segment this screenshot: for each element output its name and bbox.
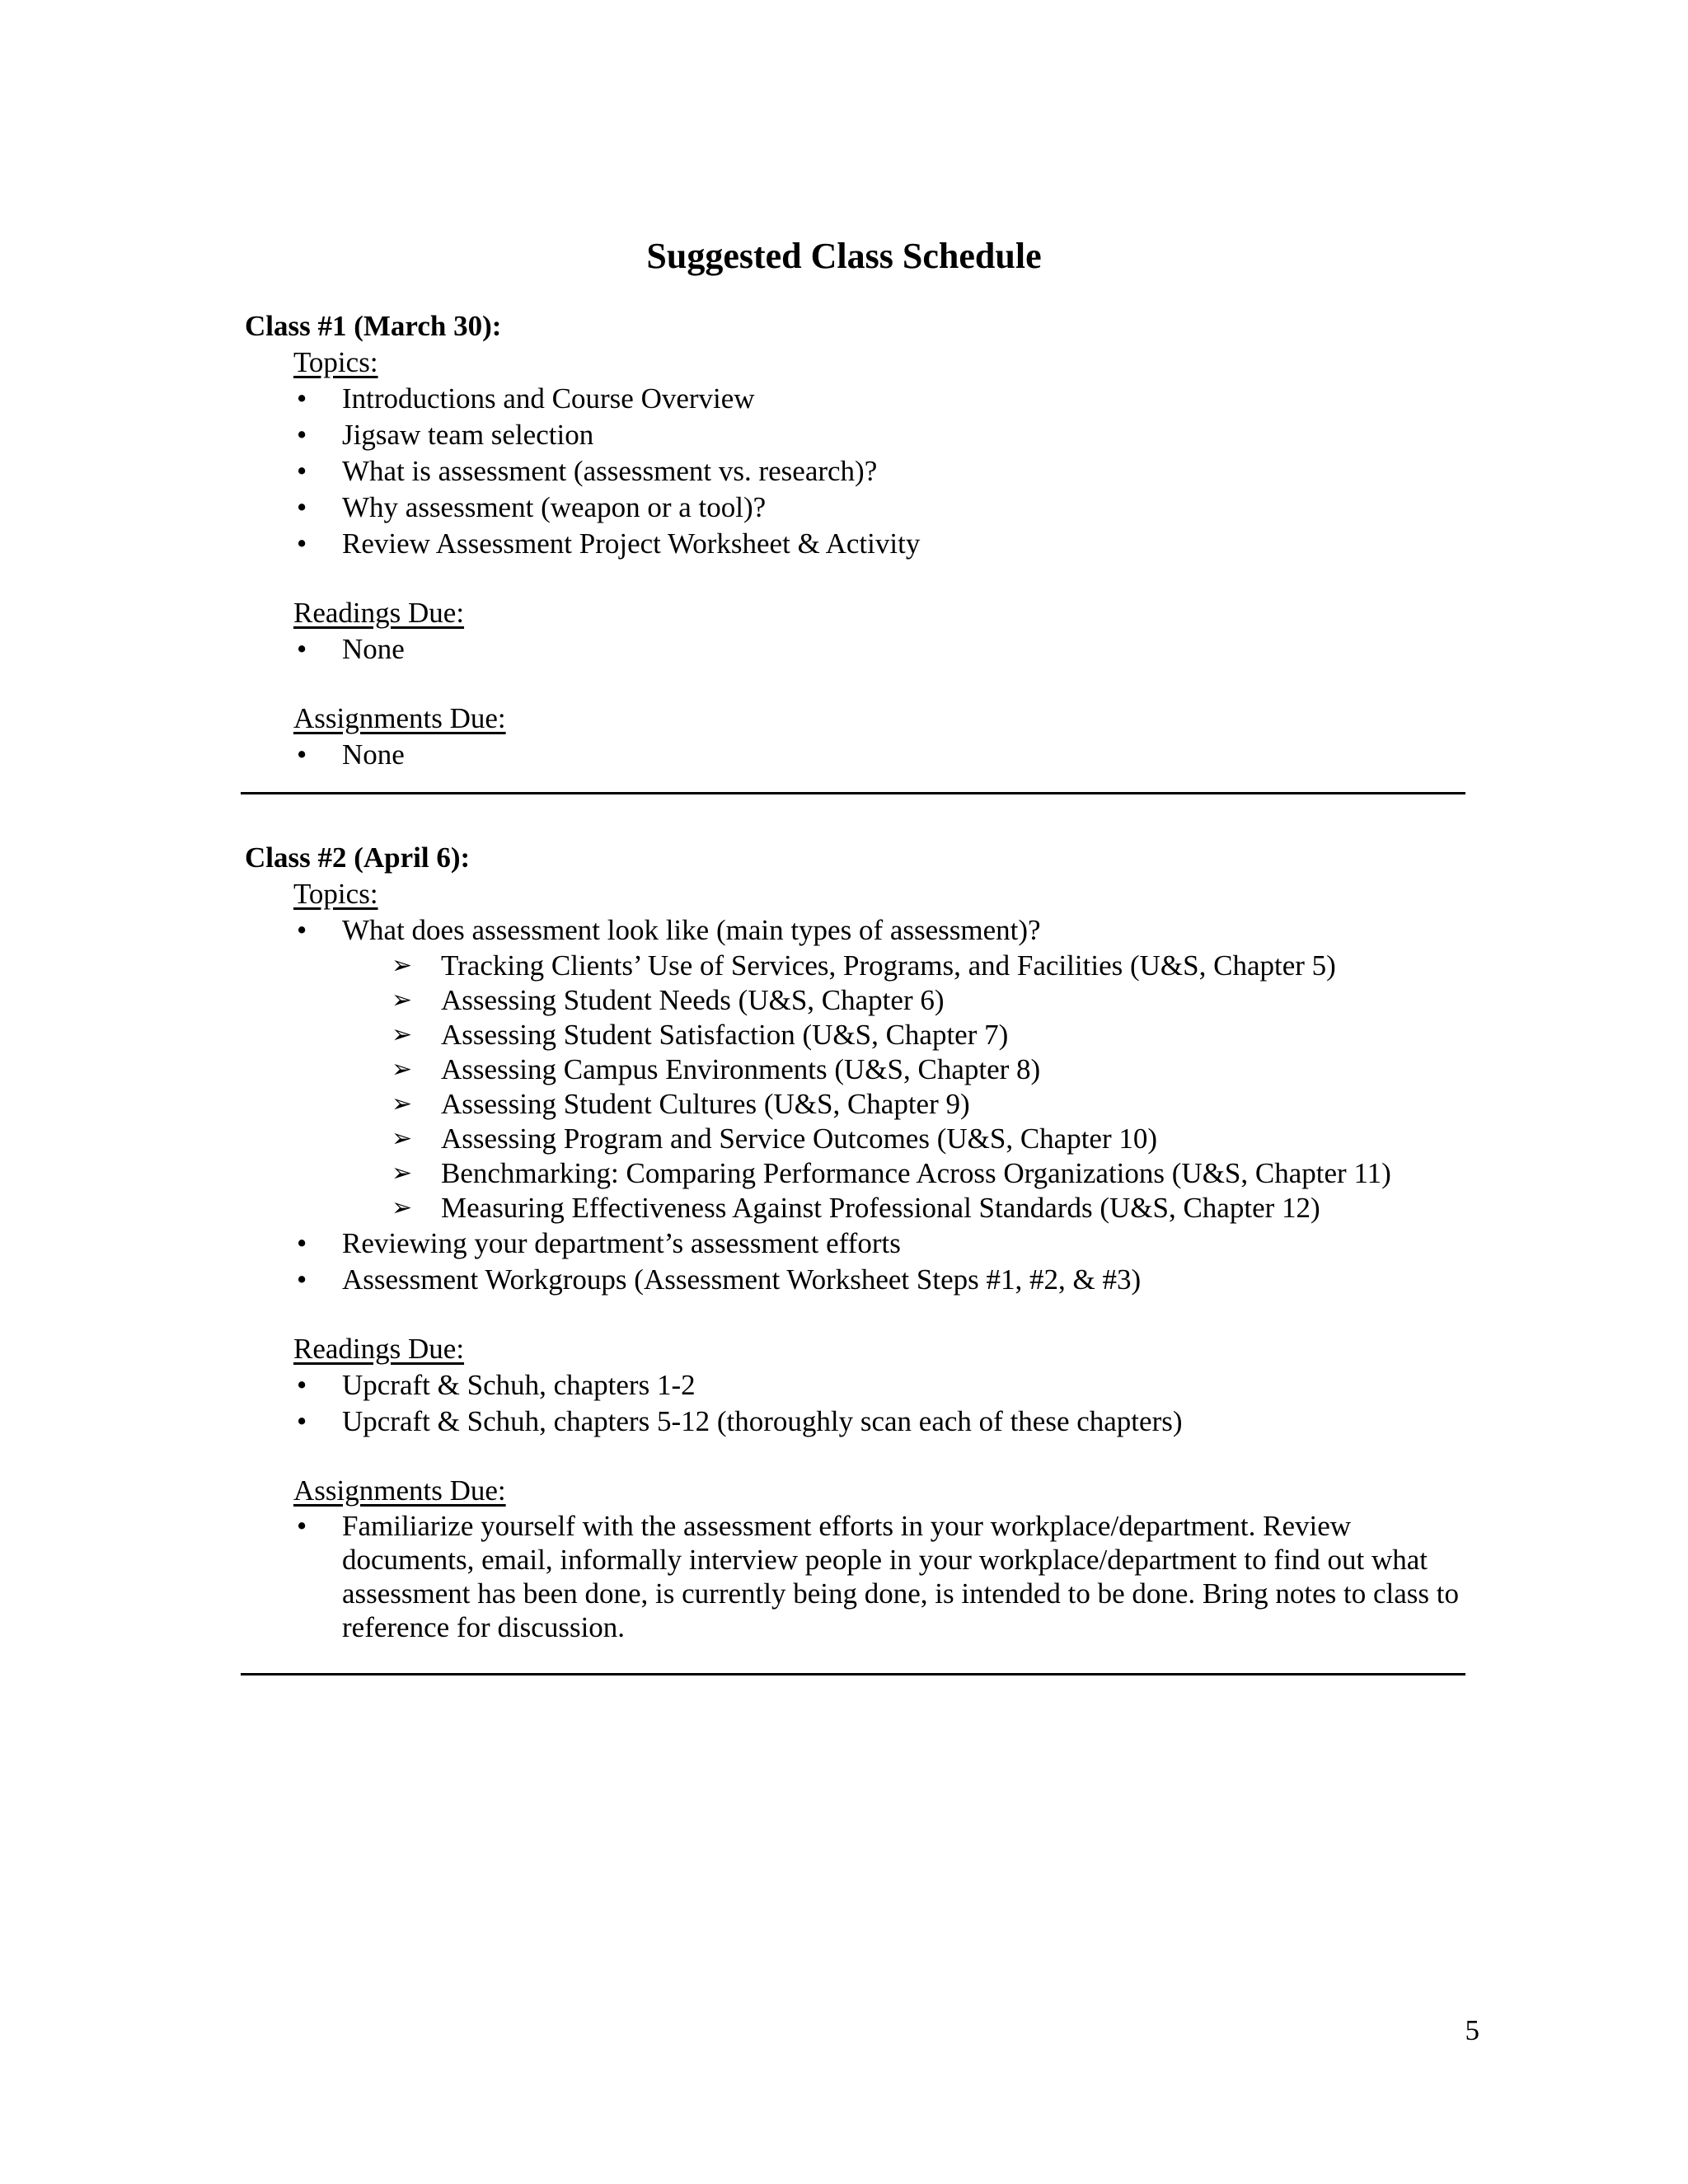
bullet-icon: • xyxy=(297,1263,307,1296)
page-number: 5 xyxy=(1465,2014,1479,2046)
bullet-icon: • xyxy=(297,633,307,665)
bullet-icon: • xyxy=(297,1405,307,1437)
sub-list-item: ➢ Assessing Student Cultures (U&S, Chapter 9) xyxy=(392,1088,970,1120)
class-2-topics-list-continued xyxy=(245,1226,1473,1298)
sub-list-item: ➢ Measuring Effectiveness Against Professional Standards (U&S, Chapter 12) xyxy=(392,1192,1320,1224)
arrow-bullet-icon: ➢ xyxy=(392,986,413,1015)
list-item: • Upcraft & Schuh, chapters 5-12 (thoroughly scan each of these chapters) xyxy=(245,1404,1473,1440)
bullet-icon: • xyxy=(297,738,307,771)
list-item: • Upcraft & Schuh, chapters 1-2 xyxy=(245,1367,1473,1404)
class-2-heading: Class #2 (April 6): xyxy=(245,841,471,874)
sub-list-item: ➢ Tracking Clients’ Use of Services, Programs, and Facilities (U&S, Chapter 5) xyxy=(392,949,1336,982)
bullet-icon: • xyxy=(297,1369,307,1401)
class-1-assignments-list xyxy=(245,737,1473,773)
sub-list-item: ➢ Assessing Campus Environments (U&S, Chapter 8) xyxy=(392,1053,1041,1085)
class-2-topics-list xyxy=(245,912,1473,949)
class-2-section xyxy=(245,840,1473,1644)
bullet-icon: • xyxy=(297,1227,307,1259)
list-item: • Reviewing your department’s assessment efforts xyxy=(245,1226,1473,1262)
arrow-bullet-icon: ➢ xyxy=(392,1124,413,1153)
bullet-icon: • xyxy=(297,527,307,560)
list-item: • None xyxy=(245,737,1473,773)
class-2-assignments-label: Assignments Due: xyxy=(293,1474,506,1507)
list-item: • Assessment Workgroups (Assessment Worksheet Steps #1, #2, & #3) xyxy=(245,1262,1473,1298)
list-item: • Jigsaw team selection xyxy=(245,417,1473,453)
arrow-bullet-icon: ➢ xyxy=(392,1193,413,1222)
bullet-icon: • xyxy=(297,1510,307,1542)
list-item: • Familiarize yourself with the assessment efforts in your workplace/department. Review documents, email, informally interview people in your workplace/department to find out what assessment has been done, is currently being done, is intended to be done. Bring notes to class to reference for discussion. xyxy=(297,1510,1460,1643)
list-item: • Review Assessment Project Worksheet & Activity xyxy=(245,526,1473,562)
bullet-icon: • xyxy=(297,914,307,946)
class-2-readings-list xyxy=(245,1367,1473,1440)
bullet-icon: • xyxy=(297,382,307,415)
class-2-assignments-list xyxy=(245,1509,1473,1644)
class-1-topics-list xyxy=(245,381,1473,562)
page-title: Suggested Class Schedule xyxy=(646,236,1042,276)
sub-list-item: ➢ Assessing Student Satisfaction (U&S, Chapter 7) xyxy=(392,1019,1009,1051)
bullet-icon: • xyxy=(297,455,307,487)
class-2-topics-label: Topics: xyxy=(293,878,378,910)
class-1-topics-label: Topics: xyxy=(293,346,378,378)
class-2-readings-label: Readings Due: xyxy=(293,1333,465,1365)
arrow-bullet-icon: ➢ xyxy=(392,951,413,980)
list-item: • Why assessment (weapon or a tool)? xyxy=(245,490,1473,526)
arrow-bullet-icon: ➢ xyxy=(392,1055,413,1084)
section-divider xyxy=(241,1673,1465,1675)
class-2-assessment-types-list xyxy=(245,949,1473,1226)
sub-list-item: ➢ Assessing Program and Service Outcomes (U&S, Chapter 10) xyxy=(392,1122,1158,1155)
bullet-icon: • xyxy=(297,419,307,451)
sub-list-item: ➢ Assessing Student Needs (U&S, Chapter 6) xyxy=(392,984,945,1016)
class-1-assignments-label: Assignments Due: xyxy=(293,702,506,734)
bullet-icon: • xyxy=(297,491,307,523)
arrow-bullet-icon: ➢ xyxy=(392,1090,413,1118)
list-item: • What is assessment (assessment vs. research)? xyxy=(245,453,1473,490)
class-1-section xyxy=(245,308,1473,773)
list-item: • None xyxy=(245,631,1473,668)
arrow-bullet-icon: ➢ xyxy=(392,1159,413,1188)
class-1-heading: Class #1 (March 30): xyxy=(245,310,502,342)
list-item: • What does assessment look like (main types of assessment)? xyxy=(245,912,1473,949)
arrow-bullet-icon: ➢ xyxy=(392,1020,413,1049)
sub-list-item: ➢ Benchmarking: Comparing Performance Across Organizations (U&S, Chapter 11) xyxy=(392,1157,1391,1189)
class-1-readings-label: Readings Due: xyxy=(293,597,465,629)
list-item: • Introductions and Course Overview xyxy=(245,381,1473,417)
section-divider xyxy=(241,792,1465,794)
class-1-readings-list xyxy=(245,631,1473,668)
